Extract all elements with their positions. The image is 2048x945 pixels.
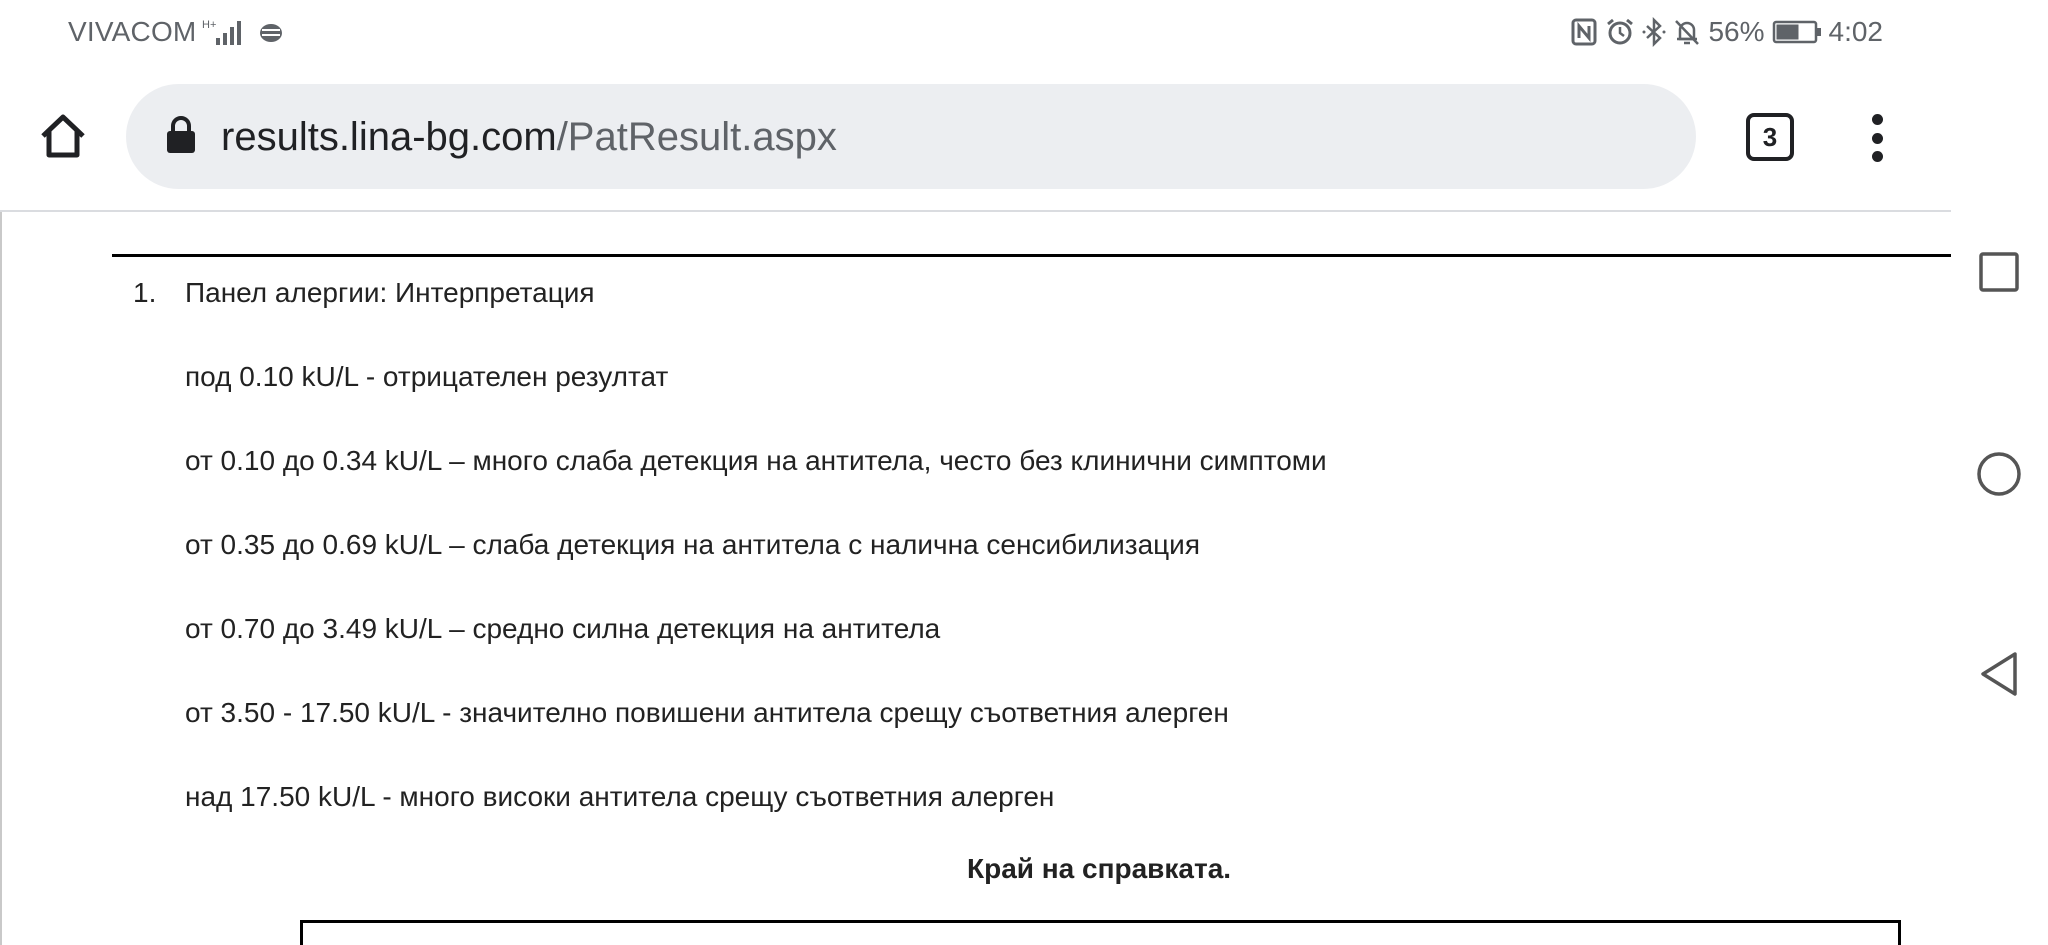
url-path: /PatResult.aspx bbox=[556, 115, 837, 159]
carrier-icons bbox=[202, 14, 284, 50]
data-saver-icon bbox=[258, 19, 284, 45]
more-options-button[interactable] bbox=[1862, 108, 1892, 168]
home-button[interactable] bbox=[32, 104, 94, 166]
android-nav-bar bbox=[1951, 0, 2048, 945]
panel-title: Панел алергии: Интерпретация bbox=[185, 277, 595, 308]
bluetooth-icon bbox=[1642, 17, 1666, 47]
signature-table bbox=[300, 920, 1901, 945]
list-item-number: 1. bbox=[133, 277, 157, 308]
address-bar[interactable] bbox=[126, 84, 1696, 189]
lock-icon bbox=[164, 114, 198, 156]
tab-switcher-button[interactable] bbox=[1746, 113, 1794, 161]
carrier-name: VIVACOM bbox=[68, 16, 197, 47]
signal-icon bbox=[202, 17, 252, 47]
nfc-icon bbox=[1570, 17, 1598, 47]
url-text[interactable] bbox=[221, 113, 837, 161]
interpretation-line: от 0.10 до 0.34 kU/L – много слаба детекция на антитела, често без клинични симптоми bbox=[185, 445, 1327, 476]
home-icon bbox=[37, 109, 89, 161]
network-type-label: H+ bbox=[202, 19, 217, 31]
recents-button[interactable] bbox=[1973, 246, 2025, 298]
interpretation-line: от 0.70 до 3.49 kU/L – средно силна детекция на антитела bbox=[185, 613, 941, 644]
tab-count: 3 bbox=[1762, 121, 1778, 152]
more-vert-icon-dot bbox=[1872, 133, 1883, 144]
browser-toolbar bbox=[0, 68, 1951, 212]
more-vert-icon-dot bbox=[1872, 151, 1883, 162]
interpretation-line: под 0.10 kU/L - отрицателен резултат bbox=[185, 361, 669, 392]
battery-icon bbox=[1772, 19, 1822, 45]
report-end-text: Край на справката. bbox=[967, 853, 1232, 884]
home-circle-icon bbox=[1975, 450, 2023, 498]
back-button[interactable] bbox=[1973, 648, 2025, 700]
url-host: results.lina-bg.com bbox=[221, 115, 557, 159]
more-vert-icon bbox=[1872, 114, 1883, 125]
status-icons bbox=[1570, 12, 1883, 52]
web-page-content bbox=[0, 212, 1951, 945]
interpretation-line: от 3.50 - 17.50 kU/L - значително повишени антитела срещу съответния алерген bbox=[185, 697, 1229, 728]
recents-square-icon bbox=[1977, 250, 2021, 294]
horizontal-rule bbox=[112, 254, 1951, 257]
mute-icon bbox=[1673, 17, 1701, 47]
nav-home-button[interactable] bbox=[1973, 448, 2025, 500]
battery-percent: 56% bbox=[1708, 16, 1765, 47]
interpretation-line: от 0.35 до 0.69 kU/L – слаба детекция на антитела с налична сенсибилизация bbox=[185, 529, 1200, 560]
clock: 4:02 bbox=[1828, 16, 1883, 47]
back-triangle-icon bbox=[1977, 650, 2021, 698]
interpretation-line: над 17.50 kU/L - много високи антитела срещу съответния алерген bbox=[185, 781, 1055, 812]
status-bar bbox=[0, 0, 1951, 68]
alarm-icon bbox=[1605, 17, 1635, 47]
